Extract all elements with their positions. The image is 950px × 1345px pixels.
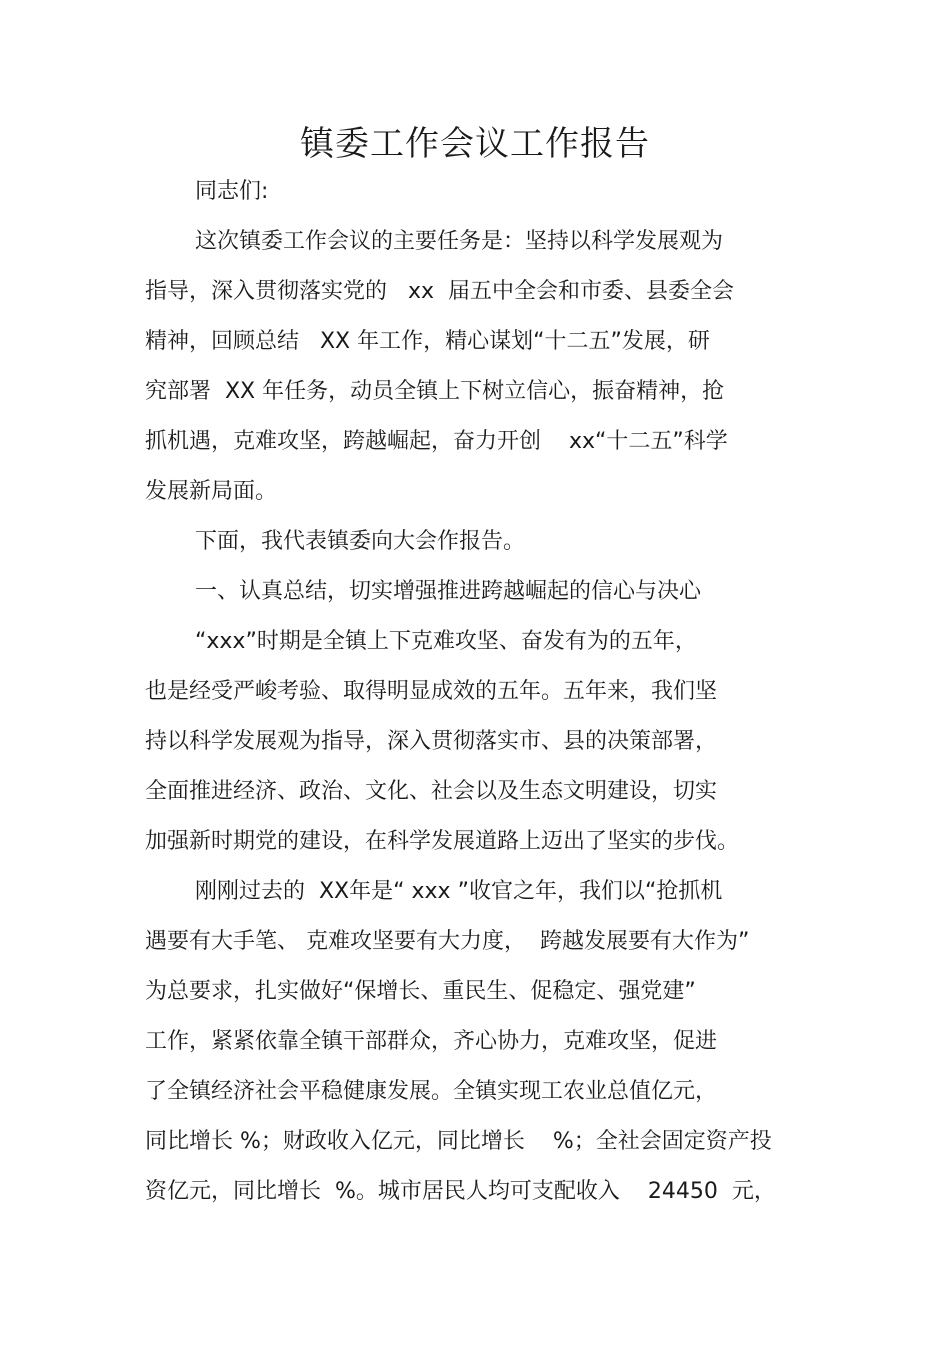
paragraph-line: 全面推进经济、政治、文化、社会以及生态文明建设，切实: [145, 779, 718, 804]
document-title: 镇委工作会议工作报告: [300, 124, 650, 164]
paragraph-line: 为总要求，扎实做好“保增长、重民生、促稳定、强党建”: [145, 979, 696, 1004]
paragraph-line: 工作，紧紧依靠全镇干部群众，齐心协力，克难攻坚，促进: [145, 1029, 718, 1054]
paragraph-line: 遇要有大手笔、 克难攻坚要有大力度， 跨越发展要有大作为”: [145, 929, 750, 954]
paragraph-line: 指导，深入贯彻落实党的 xx 届五中全会和市委、县委全会: [145, 279, 735, 304]
paragraph-line: 资亿元，同比增长 %。城市居民人均可支配收入 24450 元，: [145, 1179, 776, 1204]
paragraph-line: 发展新局面。: [145, 479, 278, 504]
paragraph-line: 下面，我代表镇委向大会作报告。: [195, 529, 526, 554]
paragraph-line: 加强新时期党的建设，在科学发展道路上迈出了坚实的步伐。: [145, 829, 740, 854]
paragraph-line: “xxx”时期是全镇上下克难攻坚、奋发有为的五年，: [195, 629, 697, 654]
paragraph-line: 持以科学发展观为指导，深入贯彻落实市、县的决策部署，: [145, 729, 718, 754]
paragraph-line: 精神，回顾总结 XX 年工作，精心谋划“十二五”发展，研: [145, 329, 710, 354]
paragraph-line: 同比增长 %；财政收入亿元，同比增长 %；全社会固定资产投: [145, 1129, 772, 1154]
paragraph-line: 究部署 XX 年任务，动员全镇上下树立信心，振奋精神，抢: [145, 379, 725, 404]
paragraph-line: 了全镇经济社会平稳健康发展。全镇实现工农业总值亿元，: [145, 1079, 718, 1104]
paragraph-line: 也是经受严峻考验、取得明显成效的五年。五年来，我们坚: [145, 679, 718, 704]
section-heading: 一、认真总结，切实增强推进跨越崛起的信心与决心: [195, 579, 702, 604]
paragraph-line: 这次镇委工作会议的主要任务是：坚持以科学发展观为: [195, 229, 724, 254]
salutation: 同志们:: [195, 179, 269, 204]
paragraph-line: 刚刚过去的 XX年是“ xxx ”收官之年，我们以“抢抓机: [195, 879, 723, 904]
paragraph-line: 抓机遇，克难攻坚，跨越崛起，奋力开创 xx“十二五”科学: [145, 429, 728, 454]
